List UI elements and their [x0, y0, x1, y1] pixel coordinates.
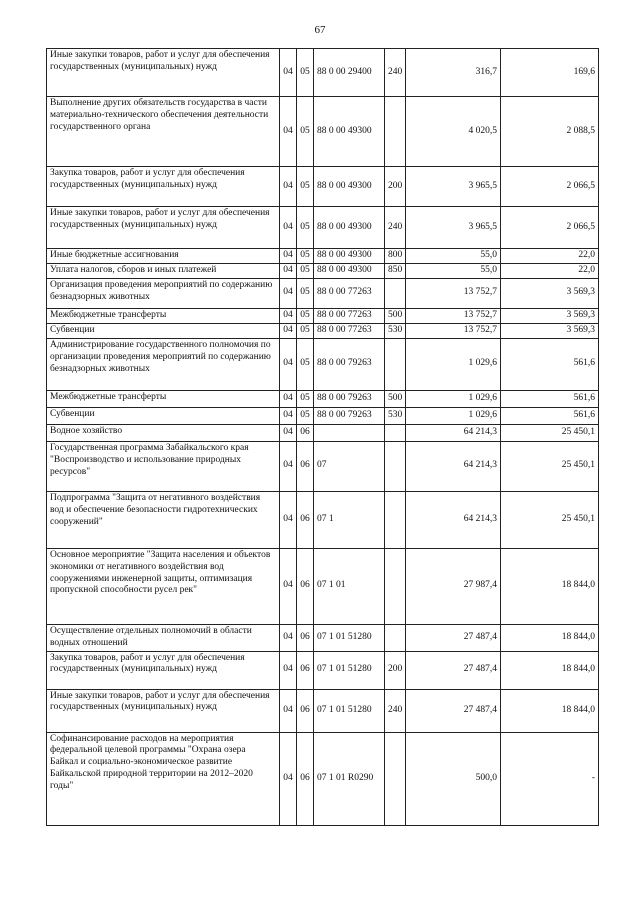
row-amount-planned: 55,0 — [406, 263, 501, 278]
row-subsection-code: 06 — [297, 624, 314, 651]
row-amount-planned: 4 020,5 — [406, 97, 501, 167]
row-subsection-code: 05 — [297, 390, 314, 407]
table-row — [47, 491, 599, 548]
row-amount-planned: 27 487,4 — [406, 651, 501, 689]
row-amount-executed: 561,6 — [501, 390, 599, 407]
row-amount-executed: - — [501, 732, 599, 825]
row-section-code: 04 — [280, 624, 297, 651]
row-amount-executed: 18 844,0 — [501, 651, 599, 689]
row-section-code: 04 — [280, 263, 297, 278]
row-subsection-code: 05 — [297, 278, 314, 308]
row-target-article-code: 07 1 01 51280 — [314, 624, 385, 651]
row-amount-planned: 3 965,5 — [406, 167, 501, 207]
row-subsection-code: 05 — [297, 323, 314, 338]
budget-table — [46, 48, 599, 826]
row-expense-type-code: 500 — [385, 308, 406, 323]
row-expense-type-code — [385, 97, 406, 167]
row-target-article-code: 88 0 00 79263 — [314, 407, 385, 424]
row-subsection-code: 05 — [297, 97, 314, 167]
row-amount-executed: 18 844,0 — [501, 548, 599, 624]
row-name: Субвенции — [47, 407, 280, 424]
row-expense-type-code: 530 — [385, 323, 406, 338]
page-number: 67 — [314, 24, 326, 36]
table-row — [47, 49, 599, 97]
row-name: Межбюджетные трансферты — [47, 390, 280, 407]
row-amount-executed: 2 066,5 — [501, 207, 599, 249]
row-amount-planned: 13 752,7 — [406, 278, 501, 308]
row-section-code: 04 — [280, 97, 297, 167]
row-amount-planned: 1 029,6 — [406, 338, 501, 390]
table-row — [47, 651, 599, 689]
row-section-code: 04 — [280, 249, 297, 264]
row-amount-planned: 27 487,4 — [406, 689, 501, 732]
row-target-article-code: 07 1 — [314, 491, 385, 548]
row-expense-type-code — [385, 424, 406, 441]
table-row — [47, 390, 599, 407]
table-row — [47, 407, 599, 424]
row-target-article-code: 88 0 00 49300 — [314, 249, 385, 264]
row-section-code: 04 — [280, 548, 297, 624]
row-name: Осуществление отдельных полномочий в области водных отношений — [47, 624, 280, 651]
table-row — [47, 323, 599, 338]
row-target-article-code: 88 0 00 49300 — [314, 263, 385, 278]
table-row — [47, 441, 599, 491]
row-target-article-code: 88 0 00 49300 — [314, 207, 385, 249]
table-row — [47, 732, 599, 825]
row-subsection-code: 06 — [297, 548, 314, 624]
row-expense-type-code: 850 — [385, 263, 406, 278]
row-section-code: 04 — [280, 441, 297, 491]
row-amount-executed: 22,0 — [501, 249, 599, 264]
row-amount-planned: 316,7 — [406, 49, 501, 97]
row-target-article-code: 88 0 00 29400 — [314, 49, 385, 97]
row-amount-executed: 561,6 — [501, 407, 599, 424]
row-subsection-code: 06 — [297, 424, 314, 441]
row-amount-planned: 64 214,3 — [406, 424, 501, 441]
row-subsection-code: 06 — [297, 651, 314, 689]
row-amount-executed: 3 569,3 — [501, 278, 599, 308]
row-amount-executed: 3 569,3 — [501, 308, 599, 323]
row-target-article-code: 88 0 00 79263 — [314, 390, 385, 407]
row-target-article-code — [314, 424, 385, 441]
table-row — [47, 308, 599, 323]
table-row — [47, 167, 599, 207]
row-amount-planned: 27 487,4 — [406, 624, 501, 651]
table-row — [47, 97, 599, 167]
row-section-code: 04 — [280, 491, 297, 548]
row-target-article-code: 88 0 00 79263 — [314, 338, 385, 390]
row-name: Иные закупки товаров, работ и услуг для обеспечения государственных (муниципальных) нужд — [47, 689, 280, 732]
row-expense-type-code — [385, 624, 406, 651]
row-target-article-code: 88 0 00 77263 — [314, 278, 385, 308]
row-expense-type-code — [385, 491, 406, 548]
row-name: Закупка товаров, работ и услуг для обеспечения государственных (муниципальных) нужд — [47, 167, 280, 207]
row-name: Иные закупки товаров, работ и услуг для обеспечения государственных (муниципальных) нужд — [47, 207, 280, 249]
row-amount-planned: 13 752,7 — [406, 323, 501, 338]
row-expense-type-code: 240 — [385, 49, 406, 97]
row-amount-planned: 1 029,6 — [406, 390, 501, 407]
row-amount-planned: 55,0 — [406, 249, 501, 264]
table-row — [47, 338, 599, 390]
table-row — [47, 249, 599, 264]
row-amount-planned: 64 214,3 — [406, 491, 501, 548]
row-expense-type-code: 800 — [385, 249, 406, 264]
row-amount-executed: 3 569,3 — [501, 323, 599, 338]
row-subsection-code: 05 — [297, 249, 314, 264]
row-section-code: 04 — [280, 323, 297, 338]
row-target-article-code: 07 1 01 R0290 — [314, 732, 385, 825]
row-expense-type-code — [385, 732, 406, 825]
row-expense-type-code — [385, 441, 406, 491]
row-subsection-code: 05 — [297, 49, 314, 97]
row-amount-executed: 25 450,1 — [501, 441, 599, 491]
table-row — [47, 278, 599, 308]
row-section-code: 04 — [280, 732, 297, 825]
row-section-code: 04 — [280, 424, 297, 441]
row-target-article-code: 88 0 00 49300 — [314, 97, 385, 167]
row-name: Уплата налогов, сборов и иных платежей — [47, 263, 280, 278]
row-section-code: 04 — [280, 689, 297, 732]
row-amount-executed: 18 844,0 — [501, 689, 599, 732]
row-section-code: 04 — [280, 49, 297, 97]
row-target-article-code: 88 0 00 77263 — [314, 308, 385, 323]
row-amount-executed: 2 066,5 — [501, 167, 599, 207]
row-amount-executed: 22,0 — [501, 263, 599, 278]
row-amount-executed: 18 844,0 — [501, 624, 599, 651]
row-amount-executed: 25 450,1 — [501, 424, 599, 441]
row-amount-planned: 13 752,7 — [406, 308, 501, 323]
row-subsection-code: 05 — [297, 207, 314, 249]
row-expense-type-code: 200 — [385, 167, 406, 207]
row-expense-type-code: 530 — [385, 407, 406, 424]
row-name: Закупка товаров, работ и услуг для обеспечения государственных (муниципальных) нужд — [47, 651, 280, 689]
row-section-code: 04 — [280, 167, 297, 207]
row-subsection-code: 05 — [297, 338, 314, 390]
row-subsection-code: 06 — [297, 491, 314, 548]
row-amount-executed: 169,6 — [501, 49, 599, 97]
row-subsection-code: 05 — [297, 263, 314, 278]
row-target-article-code: 88 0 00 77263 — [314, 323, 385, 338]
row-section-code: 04 — [280, 390, 297, 407]
row-amount-planned: 500,0 — [406, 732, 501, 825]
row-name: Водное хозяйство — [47, 424, 280, 441]
row-expense-type-code: 500 — [385, 390, 406, 407]
row-expense-type-code: 200 — [385, 651, 406, 689]
row-target-article-code: 07 1 01 — [314, 548, 385, 624]
row-subsection-code: 05 — [297, 407, 314, 424]
row-name: Межбюджетные трансферты — [47, 308, 280, 323]
row-name: Основное мероприятие "Защита населения и объектов экономики от негативного воздействия вод сооружениями инженерной защиты, оптимизация пропускной способности русел рек" — [47, 548, 280, 624]
row-name: Подпрограмма "Защита от негативного воздействия вод и обеспечение безопасности гидротехнических сооружений" — [47, 491, 280, 548]
row-section-code: 04 — [280, 308, 297, 323]
row-subsection-code: 06 — [297, 689, 314, 732]
row-amount-planned: 3 965,5 — [406, 207, 501, 249]
table-row — [47, 548, 599, 624]
row-section-code: 04 — [280, 278, 297, 308]
row-name: Иные бюджетные ассигнования — [47, 249, 280, 264]
row-name: Администрирование государственного полномочия по организации проведения мероприятий по содержанию безнадзорных животных — [47, 338, 280, 390]
row-name: Софинансирование расходов на мероприятия федеральной целевой программы "Охрана озера Байкал и социально-экономическое развитие Байкальской природной территории на 2012–2020 годы" — [47, 732, 280, 825]
table-row — [47, 207, 599, 249]
row-expense-type-code: 240 — [385, 689, 406, 732]
row-amount-executed: 2 088,5 — [501, 97, 599, 167]
row-name: Выполнение других обязательств государства в части материально-технического обеспечения деятельности государственного органа — [47, 97, 280, 167]
row-subsection-code: 05 — [297, 308, 314, 323]
row-expense-type-code: 240 — [385, 207, 406, 249]
table-row — [47, 689, 599, 732]
table-row — [47, 263, 599, 278]
row-name: Иные закупки товаров, работ и услуг для обеспечения государственных (муниципальных) нужд — [47, 49, 280, 97]
table-row — [47, 424, 599, 441]
row-amount-planned: 1 029,6 — [406, 407, 501, 424]
row-expense-type-code — [385, 548, 406, 624]
row-expense-type-code — [385, 278, 406, 308]
row-section-code: 04 — [280, 651, 297, 689]
row-amount-planned: 64 214,3 — [406, 441, 501, 491]
row-section-code: 04 — [280, 207, 297, 249]
row-subsection-code: 06 — [297, 732, 314, 825]
row-expense-type-code — [385, 338, 406, 390]
row-amount-executed: 25 450,1 — [501, 491, 599, 548]
row-subsection-code: 06 — [297, 441, 314, 491]
row-name: Государственная программа Забайкальского края "Воспроизводство и использование природных ресурсов" — [47, 441, 280, 491]
row-name: Организация проведения мероприятий по содержанию безнадзорных животных — [47, 278, 280, 308]
row-section-code: 04 — [280, 407, 297, 424]
budget-table-body — [47, 49, 599, 826]
row-name: Субвенции — [47, 323, 280, 338]
row-section-code: 04 — [280, 338, 297, 390]
row-target-article-code: 07 — [314, 441, 385, 491]
table-row — [47, 624, 599, 651]
row-amount-planned: 27 987,4 — [406, 548, 501, 624]
row-target-article-code: 07 1 01 51280 — [314, 651, 385, 689]
row-target-article-code: 88 0 00 49300 — [314, 167, 385, 207]
row-subsection-code: 05 — [297, 167, 314, 207]
row-target-article-code: 07 1 01 51280 — [314, 689, 385, 732]
row-amount-executed: 561,6 — [501, 338, 599, 390]
